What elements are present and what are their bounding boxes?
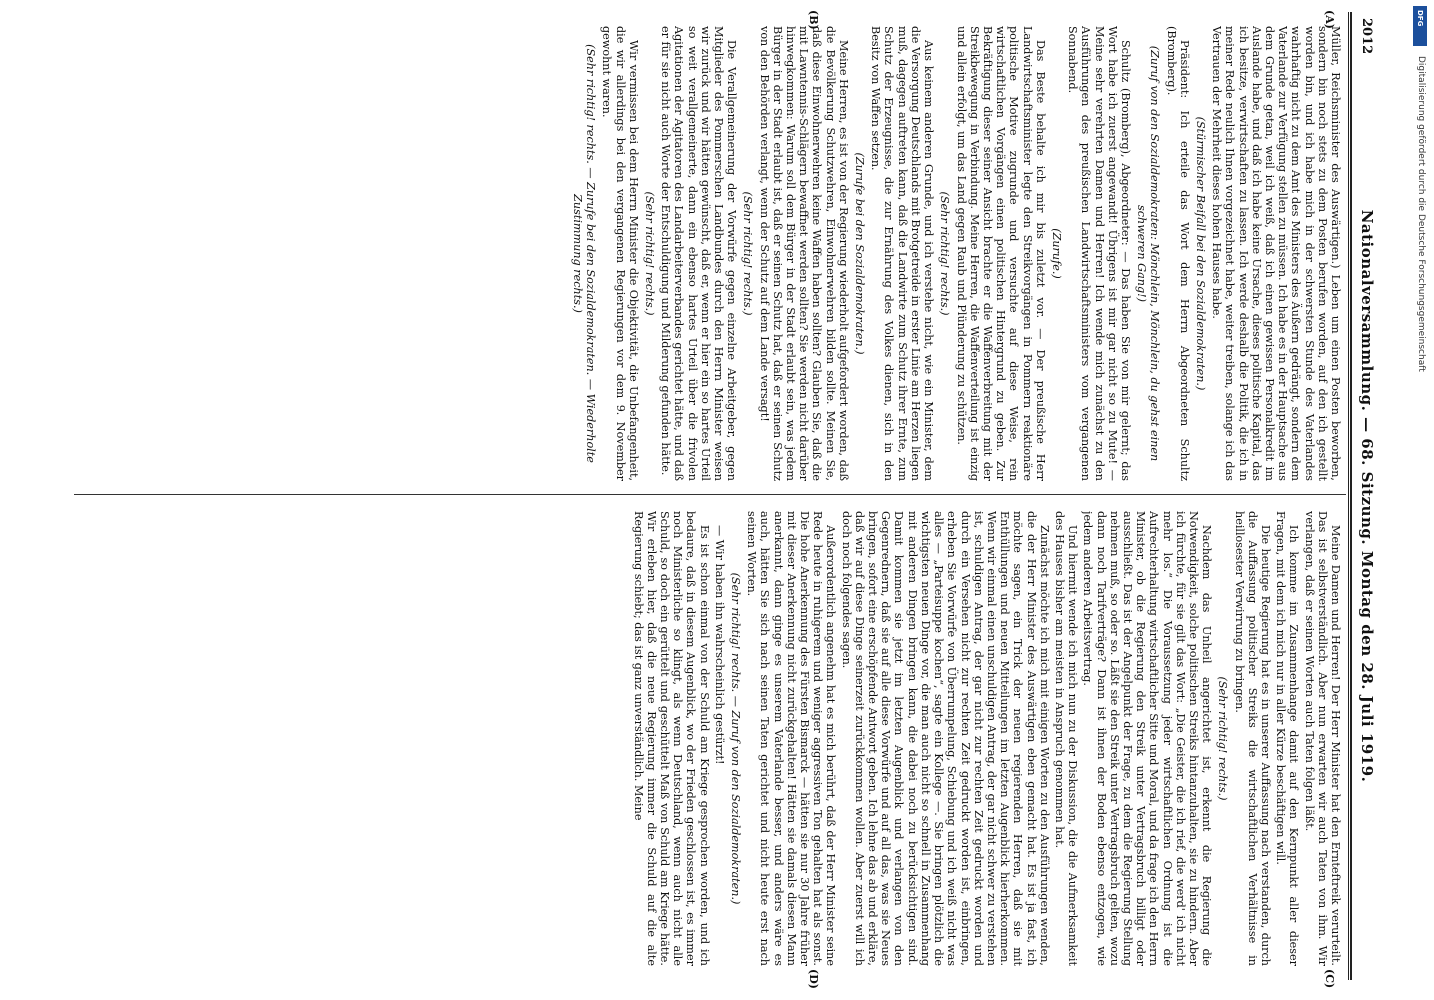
paragraph: Die Verallgemeinerung der Vorwürfe gegen einzelne Arbeitgeber, gegen Mitglieder des Pommerschen Landbundes durch den Herrn Minister weisen wir zurück und wir hätten gewünscht, daß er, wenn er hier ein so hartes Urteil so weit verallgemeinerte, dann ein ebenso hartes Urteil über die frivolen Agitationen der Agitatoren des Landarbeiterverbandes gerichtet hätte, und daß er für sie nicht auch Worte der Entschuldigung und Milderung gefunden hätte. (659, 26, 739, 481)
text-column-right (72, 511, 1342, 966)
document-page (60, 6, 1380, 989)
column-divider (74, 494, 1346, 495)
interjection: (Sehr richtig! rechts. — Zuruf von den Sozialdemokraten.) (729, 572, 743, 905)
paragraph: Müller, Reichsminister des Auswärtigen.) Leben um einen Posten beworben, sondern bin noch stets zu dem Posten berufen worden, auf den ich gestellt worden bin, und ich habe mich in der schwersten Stunde des Vaterlandes wahrhaftig nicht zu dem Amt des Ministers des Äußern gedrängt, sondern dem Vaterlande zur Verfügung stellen zu müssen. Ich habe es in der Hauptsache aus dem Grunde getan, weil ich weiß, daß ich einen gewissen Personalkredit im Auslande habe, und daß ich habe keine Ursache, dieses politische Kapital, das ich besitze, verwirtschaften zu lassen. Ich werde deshalb die Politik, die ich in meiner Rede neulich Ihnen vorgezeichnet habe, weiter treiben, solange ich das Vertrauen der Mehrheit dieses hohen Hauses habe. (1210, 26, 1342, 481)
paragraph: Präsident: Ich erteile das Wort dem Herrn Abgeordneten Schultz (Bromberg). (1164, 26, 1191, 481)
paragraph: Die heutige Regierung hat es in unserer Auffassung nach verstanden, durch die Auffassung politischer Streiks die wirtschaftlichen Verhältnisse in heillosester Verwirrung zu bringen. (1232, 511, 1272, 966)
paragraph: Und hiermit wende ich mich nun zu der Diskussion, die die Aufmerksamkeit des Hauses bisher am meisten in Anspruch genommen hat. (1052, 511, 1080, 966)
dfg-logo: DFG (1413, 6, 1427, 46)
interjection: (Sehr richtig! rechts.) (938, 191, 952, 316)
paragraph: Nachdem das Unheil angerichtet ist, erkennt die Regierung die Notwendigkeit, solche politischen Streiks hintanzuhalten, sie zu hindern. Aber ich fürchte, für sie gilt das Wort: „Die Geister, die ich rief, die werd' ich nicht mehr los.“ Die Voraussetzung jeder wirtschaftlichen Ordnung ist die Aufrechterhaltung wirtschaftlicher Sitte und Moral, und da frage ich den Herrn Minister, ob die Regierung den Streik unter Vertragsbruch billigt oder ausschließt. Das ist der Angelpunkt der Frage, zu dem die Regierung Stellung nehmen muß, so oder so. Läßt sie den Streik unter Vertragsbruch gelten, wozu dann noch Tarifverträge? Dann ist ihnen der Boden ebenso entzogen, wie jedem anderen Arbeitsvertrag. (1081, 511, 1214, 966)
running-title: Nationalversammlung. — 68. Sitzung. Montag den 28. Juli 1919. (1358, 209, 1376, 783)
paragraph: Meine Damen und Herren! Der Herr Minister hat den Ernteftreik verurteilt. Das ist selbstverständlich. Aber nun erwarten wir auch Taten von ihm. Wir verlangen, daß er seinen Worten auch Taten folgen läßt. (1302, 511, 1342, 966)
interjection: (Sehr richtig! rechts.) (643, 191, 657, 316)
text-column-left (72, 26, 1342, 481)
interjection: (Sehr richtig! rechts.) (741, 191, 755, 316)
header-rule (1350, 12, 1352, 980)
paragraph: Aus keinem anderen Grunde, und ich verstehe nicht, wie ein Minister, dem die Versorgung Deutschlands mit Brotgetreide in erster Linie am Herzen liegen muß, dagegen auftreten kann, daß die Landwirte zum Schutz ihrer Ernte, zum Schutz der Erzeugnisse, die zur Ernährung des Volkes dienen, sich in den Besitz von Waffen setzen. (869, 26, 936, 481)
interjection: (Sehr richtig! rechts.) (1216, 676, 1230, 801)
page-number: 2012 (1359, 18, 1374, 55)
interjection: (Zuruf von den Sozialdemokraten: Mönchlein, Mönchlein, du gehst einen schweren Gang!) (1135, 45, 1162, 462)
digitization-credit: Digitalisierung gefördert durch die Deutsche Forschungsgemeinschaft (1416, 56, 1426, 372)
paragraph: Das Beste behalte ich mir bis zuletzt vor. — Der preußische Herr Landwirtschaftsminister legte den Streikvorgängen in Pommern reaktionäre politische Motive zugrunde und versuchte auf diese Weise, rein wirtschaftlichen Vorgängen einen politischen Hintergrund zu geben. Zur Bekräftigung dieser seiner Ansicht brachte er die Waffenverbreitung mit der Streikbewegung in Verbindung. Meine Herren, die Waffenverteilung ist einzig und allein erfolgt, um das Land gegen Raub und Plünderung zu schützen. (954, 26, 1047, 481)
paragraph: — Wir haben ihn wahrscheinlich gestürzt! (712, 525, 726, 765)
paragraph: Außerordentlich angenehm hat es mich berührt, daß der Herr Minister seine Rede heute in ruhigerem und weniger aggressiven Ton gehalten hat als sonst. Die hohe Anerkennung des Fürsten Bismarck — hätten sie nur 30 Jahre früher mit dieser Anerkennung nicht zurückgehalten! Hätten sie damals diesen Mann anerkannt, dann ginge es unserem Vaterlande besser, und anders wäre es auch, hätten Sie sich nach seinen Taten gerichtet und nicht heute erst nach seinen Worten. (745, 511, 838, 966)
header-rule-thin (1348, 12, 1349, 980)
interjection: (Sehr richtig! rechts. — Zurufe bei den Sozialdemokraten. — Wiederholte Zustimmung rechts.) (571, 44, 598, 463)
paragraph: Wir vermissen bei dem Herrn Minister die Objektivität, die Unbefangenheit, die wir allerdings bei den vergangenen Regierungen vor dem 9. November gewohnt waren. (600, 26, 640, 481)
page-header (1350, 6, 1380, 986)
paragraph: Es ist schon einmal von der Schuld am Kriege gesprochen worden, und ich bedaure, daß in diesem Augenblick, wo der Frieden geschlossen ist, es immer noch Ministerliche so klingt, als wenn Deutschland, wenn auch nicht alle Schuld, so doch ein gerüttelt und geschüttelt Maß von Schuld am Kriege hätte. Wir erleben hier, daß die neue Regierung immer die Schuld auf die alte Regierung schiebt; das ist ganz unverständlich. Meine (631, 511, 711, 966)
interjection: (Zurufe.) (1049, 228, 1063, 279)
interjection: (Zurufe bei den Sozialdemokraten.) (853, 152, 867, 355)
paragraph: Ich komme im Zusammenhange damit auf den Kernpunkt aller dieser Fragen, mit dem ich mich nur in aller Kürze beschäftigen will. (1274, 511, 1301, 966)
margin-marker-a: (A) (1323, 10, 1336, 29)
paragraph: Meine Herren, es ist von der Regierung wiederholt aufgefordert worden, daß die Bevölkerung Schutzwehren, Einwohnerwehren bilden sollte. Meinen Sie, daß diese Einwohnerwehren keine Waffen haben sollten? Glauben Sie, daß die mit Lawntennis-Schlägern bewaffnet werden sollten? Sie werden nicht darüber hinwegkommen: Warum soll dem Bürger in der Stadt erlaubt sein, was jedem Bürger in der Stadt erlaubt ist, daß er seinen Schutz hat, daß er seinen Schutz von den Behörden verlangt, wenn der Schutz auf dem Lande versagt! (757, 26, 850, 481)
paragraph: Schultz (Bromberg), Abgeordneter: — Das haben Sie von mir gelernt; das Wort habe ich zuerst angewandt! Übrigens ist mir gar nicht so zu Mute! — Meine sehr verehrten Damen und Herren! Ich wende mich zunächst zu den Ausführungen des preußischen Landwirtschaftsministers vom vergangenen Sonnabend. (1066, 26, 1132, 481)
margin-marker-c: (C) (1323, 969, 1336, 989)
interjection: (Stürmischer Beifall bei den Sozialdemokraten.) (1193, 116, 1207, 391)
margin-marker-b: (B) (807, 10, 820, 30)
margin-marker-d: (D) (807, 969, 820, 989)
digitization-note (1412, 6, 1428, 996)
paragraph: Zunächst möchte ich mich mit einigen Worten zu den Ausführungen wenden, die der Herr Minister des Auswärtigen eben gemacht hat. Es ist ja fast, ich möchte sagen, ein Trick der neuen regierenden Herren, daß sie mit Enthüllungen und neuen Mitteilungen im letzten Augenblick hierherkommen. Wenn wir einmal einen unschuldigen Antrag, der gar nicht schwer zu verstehen ist, schuldigen Antrag, der gar nicht zur rechten Zeit gedruckt worden und durch ein Versehen nicht zur rechten Zeit gedruckt worden ist, einbringen, erheben Sie Vorwürfe von Überrumpelung, Schiebung und ich weiß nicht was alles — „Parteisuppe kochen“, sagte ein Kollege —. Sie bringen plötzlich die wichtigsten neuen Dinge vor, die man auch nicht so schnell in Zusammenhang mit anderen Dingen bringen kann, die dabei noch zu berücksichtigen sind. Damit kommen sie jetzt im letzten Augenblick und verlangen von den Gegenrednern, daß sie auf alle diese Vorwürfe und auf all das, was sie Neues bringen, sofort eine erschöpfende Antwort geben. Ich lehne das ab und erkläre, daß wir auf diese Dinge seinerzeit zurückkommen wollen. Aber zuerst will ich doch noch folgendes sagen. (839, 511, 1051, 966)
